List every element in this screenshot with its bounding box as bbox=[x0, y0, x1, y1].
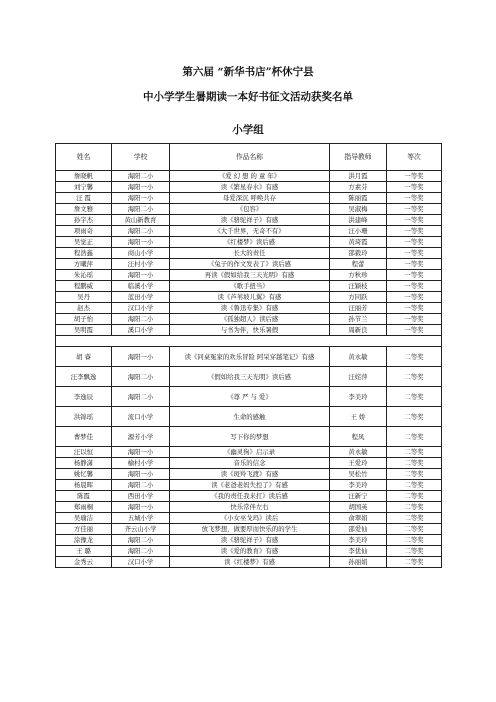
header-name: 姓名 bbox=[56, 144, 112, 171]
school-cell: 汉口小学 bbox=[112, 557, 170, 568]
student-name-cell: 汪 霞 bbox=[56, 193, 112, 204]
student-name-cell: 程鹏威 bbox=[56, 281, 112, 292]
school-cell: 海阳一小 bbox=[112, 182, 170, 193]
table-row bbox=[56, 204, 442, 215]
student-name-cell: 洪锦瑶 bbox=[56, 407, 112, 427]
teacher-cell: 俞翠娟 bbox=[330, 513, 387, 524]
school-cell: 海阳一小 bbox=[112, 193, 170, 204]
student-name-cell: 詹晓帆 bbox=[56, 171, 112, 182]
section-separator-row bbox=[56, 336, 442, 347]
table-row bbox=[56, 491, 442, 502]
table-row bbox=[56, 281, 442, 292]
student-name-cell: 孙宇杰 bbox=[56, 215, 112, 226]
work-title-cell: 《尊 严 与 爱》 bbox=[170, 387, 330, 407]
teacher-cell: 邵毅玲 bbox=[330, 248, 387, 259]
award-level-cell: 二等奖 bbox=[387, 491, 442, 502]
teacher-cell: 汪颖枝 bbox=[330, 281, 387, 292]
student-name-cell: 朱沁瑶 bbox=[56, 270, 112, 281]
award-level-cell: 一等奖 bbox=[387, 193, 442, 204]
student-name-cell: 涂豫龙 bbox=[56, 535, 112, 546]
table-row bbox=[56, 480, 442, 491]
teacher-cell: 汪小珊 bbox=[330, 226, 387, 237]
student-name-cell: 吴觉正 bbox=[56, 237, 112, 248]
award-level-cell: 二等奖 bbox=[387, 427, 442, 447]
school-cell: 海阳二小 bbox=[112, 546, 170, 557]
table-row bbox=[56, 347, 442, 367]
document-title: 第六届 “新华书店”杯休宁县 bbox=[182, 66, 314, 78]
school-cell: 海阳二小 bbox=[112, 367, 170, 387]
school-cell: 源芳小学 bbox=[112, 427, 170, 447]
school-cell: 黄山新教育 bbox=[112, 215, 170, 226]
work-title-cell: 生命的感触 bbox=[170, 407, 330, 427]
school-cell: 汉口小学 bbox=[112, 303, 170, 314]
header-teacher: 指导教师 bbox=[330, 144, 387, 171]
award-level-cell: 一等奖 bbox=[387, 259, 442, 270]
award-level-cell: 一等奖 bbox=[387, 303, 442, 314]
teacher-cell: 黄永敏 bbox=[330, 447, 387, 458]
work-title-cell: 读《同桌冤家的欢乐冒险 阿呆穿越笔记》有感 bbox=[170, 347, 330, 367]
teacher-cell: 吴松竹 bbox=[330, 469, 387, 480]
school-cell: 海阳二小 bbox=[112, 535, 170, 546]
school-cell: 海阳一小 bbox=[112, 502, 170, 513]
work-title-cell: 读《鲁迅专集》有感 bbox=[170, 303, 330, 314]
award-level-cell: 二等奖 bbox=[387, 458, 442, 469]
student-name-cell: 杨晨晖 bbox=[56, 480, 112, 491]
header-rank: 等次 bbox=[387, 144, 442, 171]
teacher-cell: 方素芬 bbox=[330, 182, 387, 193]
award-level-cell: 二等奖 bbox=[387, 367, 442, 387]
student-name-cell: 郑雨桐 bbox=[56, 502, 112, 513]
table-row bbox=[56, 325, 442, 336]
table-row bbox=[56, 182, 442, 193]
teacher-cell: 方同跃 bbox=[330, 292, 387, 303]
award-level-cell: 一等奖 bbox=[387, 281, 442, 292]
award-level-cell: 二等奖 bbox=[387, 480, 442, 491]
award-level-cell: 二等奖 bbox=[387, 347, 442, 367]
table-row bbox=[56, 303, 442, 314]
table-row bbox=[56, 407, 442, 427]
table-row bbox=[56, 367, 442, 387]
student-name-cell: 姚忆馨 bbox=[56, 469, 112, 480]
student-name-cell: 汪以恒 bbox=[56, 447, 112, 458]
teacher-cell: 程凤 bbox=[330, 427, 387, 447]
work-title-cell: 读《繁星春水》有感 bbox=[170, 182, 330, 193]
award-level-cell: 一等奖 bbox=[387, 248, 442, 259]
teacher-cell: 汪丽芳 bbox=[330, 303, 387, 314]
work-title-cell: 读《斑羚飞渡》有感 bbox=[170, 469, 330, 480]
header-work: 作品名称 bbox=[170, 144, 330, 171]
work-title-cell: 读《红楼梦》有感 bbox=[170, 557, 330, 568]
student-name-cell: 曹梦佳 bbox=[56, 427, 112, 447]
awards-table bbox=[55, 143, 442, 568]
teacher-cell: 李优仙 bbox=[330, 546, 387, 557]
award-level-cell: 二等奖 bbox=[387, 502, 442, 513]
award-level-cell: 一等奖 bbox=[387, 171, 442, 182]
award-level-cell: 二等奖 bbox=[387, 387, 442, 407]
student-name-cell: 方曦萍 bbox=[56, 259, 112, 270]
work-title-cell: 《我的责任我来扛》读后感 bbox=[170, 491, 330, 502]
school-cell: 榆村小学 bbox=[112, 458, 170, 469]
table-row bbox=[56, 535, 442, 546]
work-title-cell: 《小女巫戈玛》读后 bbox=[170, 513, 330, 524]
work-title-cell: 《爱 幻 想 的 童 年》 bbox=[170, 171, 330, 182]
award-level-cell: 一等奖 bbox=[387, 182, 442, 193]
award-level-cell: 一等奖 bbox=[387, 270, 442, 281]
award-level-cell: 二等奖 bbox=[387, 557, 442, 568]
student-name-cell: 陈霞 bbox=[56, 491, 112, 502]
table-row bbox=[56, 524, 442, 535]
work-title-cell: 再读《假如给我三天光明》有感 bbox=[170, 270, 330, 281]
student-name-cell: 吴瑜洁 bbox=[56, 513, 112, 524]
work-title-cell: 《歌手扭当》 bbox=[170, 281, 330, 292]
student-name-cell: 项雨奇 bbox=[56, 226, 112, 237]
student-name-cell: 杨静潇 bbox=[56, 458, 112, 469]
teacher-cell: 方秋珍 bbox=[330, 270, 387, 281]
table-row bbox=[56, 447, 442, 458]
student-name-cell: 胡子怡 bbox=[56, 314, 112, 325]
teacher-cell: 李美玲 bbox=[330, 480, 387, 491]
teacher-cell: 汪姹萍 bbox=[330, 367, 387, 387]
school-cell: 海阳二小 bbox=[112, 480, 170, 491]
teacher-cell: 洪月霞 bbox=[330, 171, 387, 182]
teacher-cell: 汪新宁 bbox=[330, 491, 387, 502]
student-name-cell: 刘宁馨 bbox=[56, 182, 112, 193]
award-level-cell: 一等奖 bbox=[387, 314, 442, 325]
table-row bbox=[56, 215, 442, 226]
award-level-cell: 一等奖 bbox=[387, 237, 442, 248]
work-title-cell: 读《骆驼祥子》有感 bbox=[170, 215, 330, 226]
header-school: 学校 bbox=[112, 144, 170, 171]
table-row bbox=[56, 171, 442, 182]
table-row bbox=[56, 226, 442, 237]
student-name-cell: 詹文雅 bbox=[56, 204, 112, 215]
teacher-cell: 周新良 bbox=[330, 325, 387, 336]
award-level-cell: 二等奖 bbox=[387, 469, 442, 480]
work-title-cell: 读《芦苇坡儿翼》有感 bbox=[170, 292, 330, 303]
school-cell: 海阳二小 bbox=[112, 171, 170, 182]
award-level-cell: 二等奖 bbox=[387, 535, 442, 546]
table-row bbox=[56, 458, 442, 469]
school-cell: 海阳二小 bbox=[112, 204, 170, 215]
work-title-cell: 《包容》 bbox=[170, 204, 330, 215]
school-cell: 海阳二小 bbox=[112, 226, 170, 237]
table-row bbox=[56, 259, 442, 270]
student-name-cell: 王 璐 bbox=[56, 546, 112, 557]
school-cell: 海阳一小 bbox=[112, 469, 170, 480]
work-title-cell: 《大千世界，无奇不有》 bbox=[170, 226, 330, 237]
student-name-cell: 金秀云 bbox=[56, 557, 112, 568]
award-level-cell: 二等奖 bbox=[387, 447, 442, 458]
award-level-cell: 二等奖 bbox=[387, 513, 442, 524]
work-title-cell: 《幽灵狗》启示录 bbox=[170, 447, 330, 458]
work-title-cell: 《兔子的作文发表了》读后感 bbox=[170, 259, 330, 270]
school-cell: 齐云山小学 bbox=[112, 524, 170, 535]
separator-cell bbox=[56, 336, 442, 347]
work-title-cell: 读《爱的教育》有感 bbox=[170, 546, 330, 557]
work-title-cell: 音乐的信念 bbox=[170, 458, 330, 469]
work-title-cell: 《假如给我三天光明》读后感 bbox=[170, 367, 330, 387]
student-name-cell: 胡 睿 bbox=[56, 347, 112, 367]
table-row bbox=[56, 270, 442, 281]
table-row bbox=[56, 314, 442, 325]
school-cell: 蓝田小学 bbox=[112, 292, 170, 303]
teacher-cell: 黄永敏 bbox=[330, 347, 387, 367]
work-title-cell: 放飞梦想，做要厚而快乐的的学生 bbox=[170, 524, 330, 535]
student-name-cell: 程浩鑫 bbox=[56, 248, 112, 259]
student-name-cell: 李逸辰 bbox=[56, 387, 112, 407]
teacher-cell: 邵爱仙 bbox=[330, 524, 387, 535]
teacher-cell: 孙节兰 bbox=[330, 314, 387, 325]
table-row bbox=[56, 387, 442, 407]
school-cell: 西田小学 bbox=[112, 491, 170, 502]
student-name-cell: 吴丹 bbox=[56, 292, 112, 303]
school-cell: 海阳二小 bbox=[112, 387, 170, 407]
school-cell: 流口小学 bbox=[112, 407, 170, 427]
teacher-cell: 王 娇 bbox=[330, 407, 387, 427]
table-row bbox=[56, 513, 442, 524]
award-level-cell: 一等奖 bbox=[387, 215, 442, 226]
work-title-cell: 《孤独超人》读后感 bbox=[170, 314, 330, 325]
work-title-cell: 写下你的梦想 bbox=[170, 427, 330, 447]
school-cell: 临溪小学 bbox=[112, 281, 170, 292]
teacher-cell: 洪建峰 bbox=[330, 215, 387, 226]
work-title-cell: 长大的责任 bbox=[170, 248, 330, 259]
document-subtitle: 中小学学生暑期读一本好书征文活动获奖名单 bbox=[143, 91, 353, 103]
school-cell: 溪口小学 bbox=[112, 325, 170, 336]
award-level-cell: 二等奖 bbox=[387, 546, 442, 557]
teacher-cell: 吴淑梅 bbox=[330, 204, 387, 215]
table-row bbox=[56, 546, 442, 557]
work-title-cell: 读《老爸老妈失控了》有感 bbox=[170, 480, 330, 491]
student-name-cell: 吴明霞 bbox=[56, 325, 112, 336]
teacher-cell: 李美玲 bbox=[330, 535, 387, 546]
work-title-cell: 快乐常伴左右 bbox=[170, 502, 330, 513]
school-cell: 海阳二小 bbox=[112, 314, 170, 325]
award-level-cell: 一等奖 bbox=[387, 325, 442, 336]
teacher-cell: 王爱玲 bbox=[330, 458, 387, 469]
school-cell: 海阳一小 bbox=[112, 347, 170, 367]
table-row bbox=[56, 557, 442, 568]
teacher-cell: 程蕾 bbox=[330, 259, 387, 270]
work-title-cell: 母爱深沉 呼唤共存 bbox=[170, 193, 330, 204]
table-row bbox=[56, 248, 442, 259]
table-row bbox=[56, 469, 442, 480]
award-level-cell: 一等奖 bbox=[387, 226, 442, 237]
table-row bbox=[56, 193, 442, 204]
table-row bbox=[56, 237, 442, 248]
teacher-cell: 李美玲 bbox=[330, 387, 387, 407]
award-level-cell: 一等奖 bbox=[387, 292, 442, 303]
teacher-cell: 胡国英 bbox=[330, 502, 387, 513]
school-cell: 五城小学 bbox=[112, 513, 170, 524]
teacher-cell: 黄琦霞 bbox=[330, 237, 387, 248]
student-name-cell: 方佳丽 bbox=[56, 524, 112, 535]
table-row bbox=[56, 427, 442, 447]
award-level-cell: 一等奖 bbox=[387, 204, 442, 215]
school-cell: 海阳一小 bbox=[112, 270, 170, 281]
teacher-cell: 陈丽霞 bbox=[330, 193, 387, 204]
school-cell: 海阳一小 bbox=[112, 447, 170, 458]
award-level-cell: 二等奖 bbox=[387, 524, 442, 535]
award-level-cell: 二等奖 bbox=[387, 407, 442, 427]
student-name-cell: 赵杰 bbox=[56, 303, 112, 314]
student-name-cell: 汪李飘逸 bbox=[56, 367, 112, 387]
table-row bbox=[56, 292, 442, 303]
teacher-cell: 孙丽娟 bbox=[330, 557, 387, 568]
work-title-cell: 《红楼梦》读后感 bbox=[170, 237, 330, 248]
school-cell: 海阳一小 bbox=[112, 237, 170, 248]
work-title-cell: 读《骆驼祥子》有感 bbox=[170, 535, 330, 546]
work-title-cell: 与书为伴，快乐暑假 bbox=[170, 325, 330, 336]
table-row bbox=[56, 502, 442, 513]
school-cell: 汪村小学 bbox=[112, 259, 170, 270]
group-title: 小学组 bbox=[232, 124, 264, 136]
table-header-row bbox=[56, 144, 442, 171]
school-cell: 商山小学 bbox=[112, 248, 170, 259]
